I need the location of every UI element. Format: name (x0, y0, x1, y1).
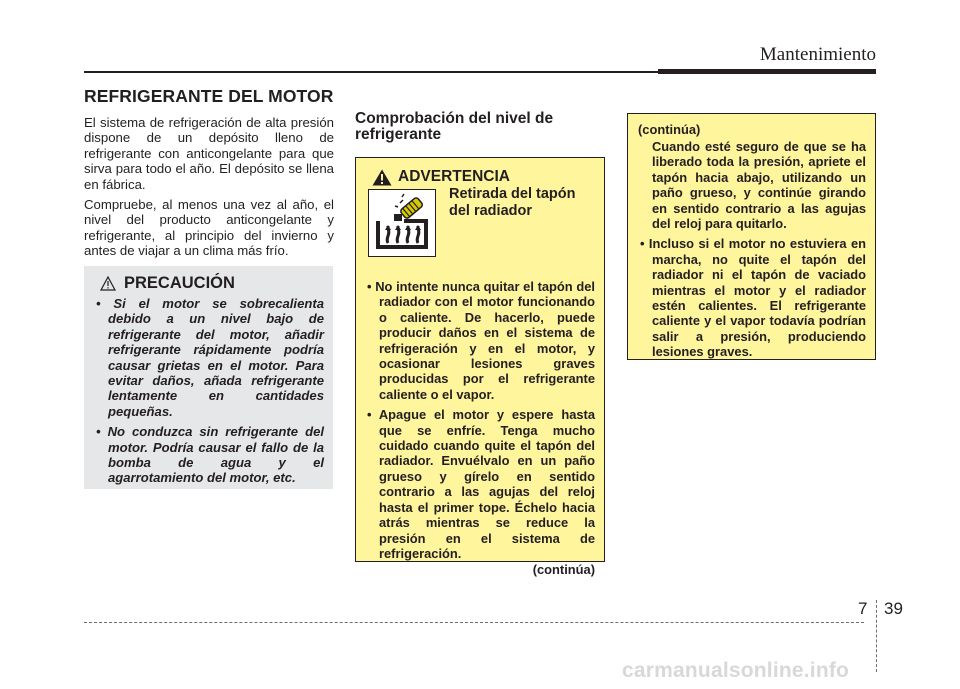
caution-list (94, 296, 324, 486)
radiator-hot-icon (368, 189, 436, 257)
watermark: carmanualsonline.info (622, 659, 850, 682)
warning-title: ADVERTENCIA (398, 168, 510, 185)
warning-item: • No intente nunca quitar el tapón del radiador con el motor funcionando o caliente. De hacerlo, puede producir daños en el sistema de refrigeración y en el motor, y ocasionar lesiones graves producidas por el refrigerante caliente o el vapor. (367, 279, 595, 402)
caution-header (100, 274, 324, 293)
continued-list (638, 236, 866, 359)
warning-list (365, 279, 595, 561)
warning-triangle-icon (372, 169, 392, 186)
chapter-number: 7 (858, 599, 868, 618)
caution-title: PRECAUCIÓN (124, 274, 235, 292)
warning-header (372, 168, 595, 186)
caution-item: • Si el motor se sobrecalienta debido a un nivel bajo de refrigerante del motor, añadir refrigerante rápidamente podría causar grietas en el motor. Para evitar daños, añada refrigerante lentamente en cantidades pequeñas. (96, 296, 324, 419)
warning-subtitle: Retirada del tapón del radiador (449, 186, 576, 219)
caution-triangle-icon (100, 276, 116, 291)
page-number: 39 (884, 599, 903, 618)
header-rule-accent (658, 69, 876, 74)
header-title: Mantenimiento (759, 44, 876, 65)
warning-item: • Apague el motor y espere hasta que se enfríe. Tenga mucho cuidado cuando quite el tapón del radiador. Envuélvalo en un paño grueso y gírelo en sentido contrario a las agujas del reloj hasta el primer tope. Échelo hacia atrás mientras se reduce la presión en el sistema de refrigeración. (367, 407, 595, 561)
footer-rule (84, 622, 864, 623)
caution-item: • No conduzca sin refrigerante del motor. Podría causar el fallo de la bomba de agua y el agarrotamiento del motor, etc. (96, 424, 324, 486)
intro-text (84, 115, 334, 264)
section-title: REFRIGERANTE DEL MOTOR (84, 86, 334, 106)
warning-box (355, 157, 605, 578)
caution-box (84, 266, 333, 489)
continued-label: (continúa) (638, 122, 701, 137)
intro-paragraph-1: El sistema de refrigeración de alta presión dispone de un depósito lleno de refrigerante con anticongelante para que sirva para todo el año. El depósito se llena en fábrica. (84, 115, 334, 192)
continued-first-item: Cuando esté seguro de que se ha liberado toda la presión, apriete el tapón hacia abajo, utilizando un paño grueso, y continúe girando en sentido contrario a las agujas del reloj para quitarlo. (652, 139, 866, 232)
header-rule (84, 71, 676, 73)
footer-divider (876, 600, 877, 672)
check-heading: Comprobación del nivel de refrigerante (355, 110, 554, 143)
continued-item: • Incluso si el motor no estuviera en marcha, no quite el tapón del radiador ni el tapón de vaciado mientras el motor y el radiador estén calientes. El refrigerante caliente y el vapor todavía podrían salir a presión, produciendo lesiones graves. (640, 236, 866, 360)
warning-continued-box (627, 113, 876, 360)
warning-continues: (continúa) (532, 562, 595, 578)
warning-figure (365, 186, 595, 257)
intro-paragraph-2: Compruebe, al menos una vez al año, el nivel del producto anticongelante y refrigerante, al principio del invierno y antes de viajar a un clima más frío. (84, 197, 334, 259)
